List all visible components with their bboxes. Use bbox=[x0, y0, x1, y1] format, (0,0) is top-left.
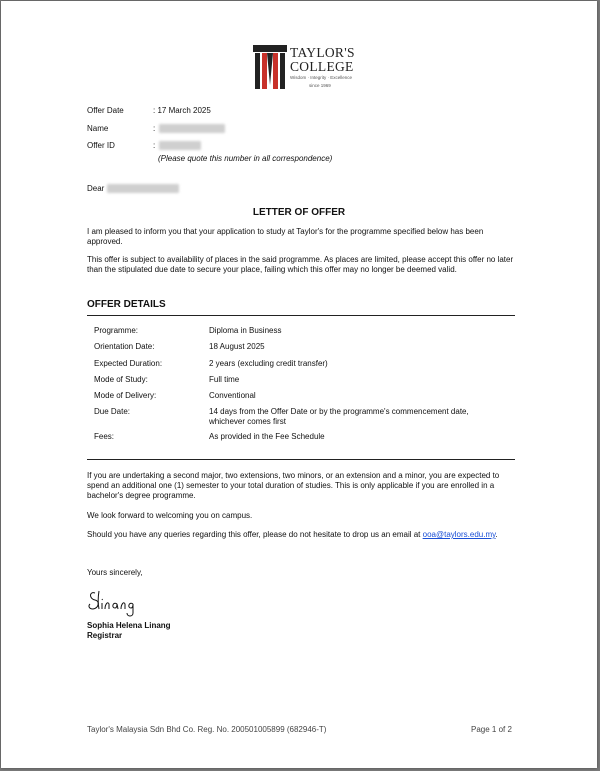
detail-value-programme: Diploma in Business bbox=[209, 326, 282, 335]
detail-label-fees: Fees: bbox=[94, 432, 115, 441]
footer-page-number: Page 1 of 2 bbox=[471, 725, 512, 734]
offer-details-title: OFFER DETAILS bbox=[87, 299, 166, 310]
sign-off: Yours sincerely, bbox=[87, 568, 143, 577]
college-since: since 1969 bbox=[309, 83, 331, 88]
pillar-emblem-icon bbox=[253, 45, 287, 89]
name-label: Name bbox=[87, 124, 109, 133]
detail-value-duration: 2 years (excluding credit transfer) bbox=[209, 359, 328, 368]
signature-image bbox=[87, 587, 147, 617]
college-name-line2: COLLEGE bbox=[290, 59, 354, 74]
offer-id-label: Offer ID bbox=[87, 141, 115, 150]
section-divider-top bbox=[87, 315, 515, 316]
offer-id-separator: : bbox=[153, 141, 156, 150]
redacted-name bbox=[159, 124, 225, 133]
name-separator: : bbox=[153, 124, 156, 133]
detail-label-mode-of-study: Mode of Study: bbox=[94, 375, 148, 384]
college-tagline: Wisdom · Integrity · Excellence bbox=[290, 75, 353, 80]
salutation: Dear bbox=[87, 184, 105, 193]
signatory-name: Sophia Helena Linang bbox=[87, 621, 171, 630]
email-link[interactable]: ooa@taylors.edu.my bbox=[422, 530, 496, 539]
detail-label-due-date: Due Date: bbox=[94, 407, 131, 416]
offer-date-label: Offer Date bbox=[87, 106, 124, 115]
contact-text-end: . bbox=[495, 530, 498, 539]
intro-paragraph-1: I am pleased to inform you that your application to study at Taylor's for the programme specified below has been approved. bbox=[87, 227, 484, 246]
redacted-offer-id bbox=[159, 141, 201, 150]
detail-label-mode-of-delivery: Mode of Delivery: bbox=[94, 391, 157, 400]
detail-value-orientation: 18 August 2025 bbox=[209, 342, 265, 351]
detail-value-fees: As provided in the Fee Schedule bbox=[209, 432, 325, 441]
college-name-line1: TAYLOR'S bbox=[290, 45, 355, 60]
intro-paragraph-2: This offer is subject to availability of places in the said programme. As places are limited, please accept this offer no later than the stipulated due date to secure your place, failing which this offer may no longer be deemed valid. bbox=[87, 255, 514, 274]
quote-note: (Please quote this number in all correspondence) bbox=[158, 154, 333, 163]
detail-label-orientation: Orientation Date: bbox=[94, 342, 155, 351]
section-divider-bottom bbox=[87, 459, 515, 460]
footer-company-reg: Taylor's Malaysia Sdn Bhd Co. Reg. No. 200501005899 (682946-T) bbox=[87, 725, 327, 734]
offer-date-value: : 17 March 2025 bbox=[153, 106, 211, 115]
letter-page bbox=[1, 1, 597, 768]
detail-label-programme: Programme: bbox=[94, 326, 139, 335]
redacted-recipient bbox=[107, 184, 179, 193]
detail-value-mode-of-study: Full time bbox=[209, 375, 240, 384]
closing-paragraph-1: If you are undertaking a second major, two extensions, two minors, or an extension and a minor, you are expected to spend an additional one (1) semester to your total duration of studies. This is only applicable if you are enrolled in a bachelor's degree programme. bbox=[87, 471, 500, 500]
closing-paragraph-3 bbox=[87, 530, 517, 540]
signatory-title: Registrar bbox=[87, 631, 123, 640]
detail-label-duration: Expected Duration: bbox=[94, 359, 163, 368]
contact-text: Should you have any queries regarding this offer, please do not hesitate to drop us an email at bbox=[87, 530, 423, 539]
letter-title: LETTER OF OFFER bbox=[252, 207, 346, 218]
detail-value-due-date: 14 days from the Offer Date or by the programme's commencement date, whichever comes first bbox=[209, 407, 469, 426]
closing-paragraph-2: We look forward to welcoming you on campus. bbox=[87, 511, 253, 520]
detail-value-mode-of-delivery: Conventional bbox=[209, 391, 256, 400]
college-logo bbox=[253, 45, 363, 93]
